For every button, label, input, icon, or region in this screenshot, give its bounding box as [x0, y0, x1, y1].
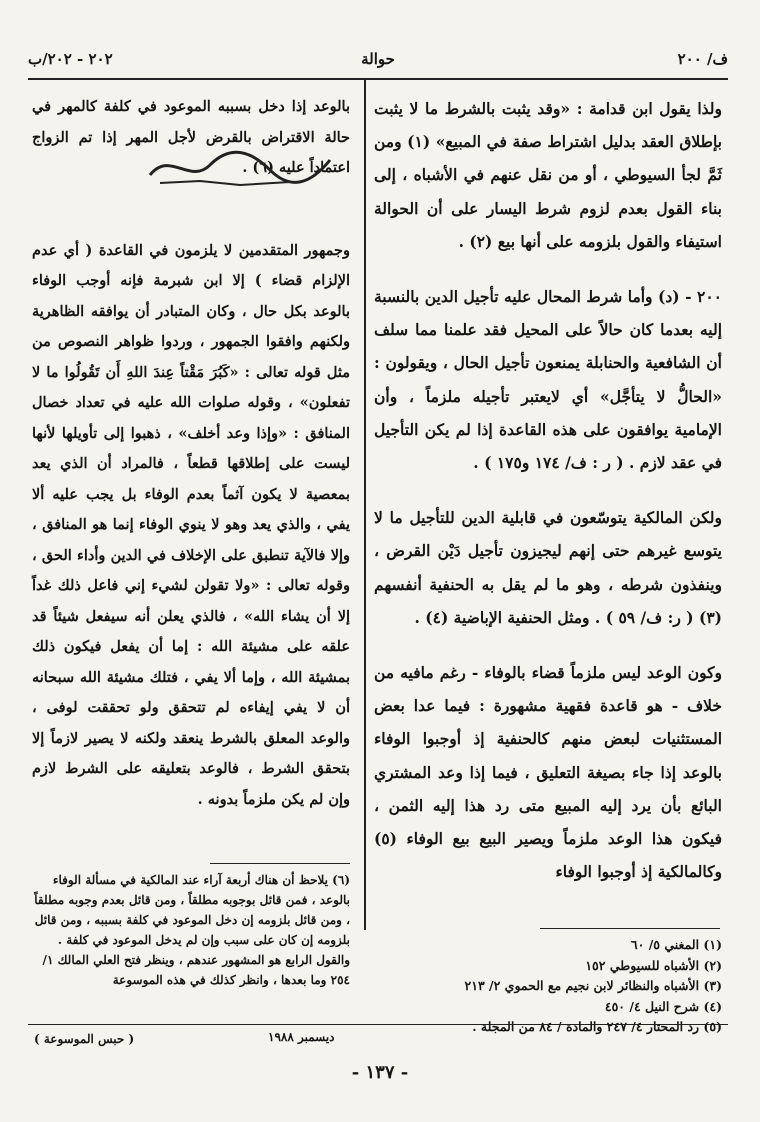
footnote-rule-right: [540, 928, 720, 929]
footnotes-left: [32, 870, 350, 990]
paragraph-malikiyya: ولكن المالكية يتوسّعون في قابلية الدين للتأجيل ما لا يتوسع غيرهم حتى إنهم ليجيزون تأجيل دَيْن القرض ، وينفذون شرطه ، وهو ما لم يقل به الحنفية أنفسهم (٣) ( ر: ف/ ٥٩ ) . ومثل الحنفية الإباضية (٤) .: [374, 508, 722, 627]
footnote-6: (٦) يلاحظ أن هناك أربعة آراء عند المالكية في مسألة الوفاء بالوعد ، فمن قائل بوجوبه مطلقاً ، ومن قائل بعدم وجوبه مطلقاً ، ومن قائل بلزومه إن دخل الموعود في كلفة بسببه ، ومن قائل بلزومه إن كان على سبب وإن لم يدخل الموعود في كلفة . والقول الرابع هو المشهور عندهم ، وينظر فتح العلي المالك ١/ ٢٥٤ وما بعدها ، وانظر كذلك في هذه الموسوعة: [34, 873, 350, 987]
paragraph-majority-view: وجمهور المتقدمين لا يلزمون في القاعدة ( أي عدم الإلزام قضاء ) إلا ابن شبرمة فإنه أوجب الوفاء بالوعد بكل حال ، وكان المتبادر أن يوافقه الظاهرية ولكنهم وافقوا الجمهور ، وردوا ظواهر النصوص من مثل قوله تعالى : «كَبُرَ مَقْتاً عِندَ اللهِ أَن تَقُولُوا ما لا تفعلون» ، وقوله صلوات الله عليه في تعداد خصال المنافق : «وإذا وعد أخلف» ، ذهبوا إلى تأويلها لأنها ليست على إطلاقها قطعاً ، فالمراد أن الذي يعد بمعصية لا يكون آثماً بعدم الوفاء بل يجب عليه ألا يفي ، والذي يعد وهو لا ينوي الوفاء إنما هو المنافق ، وإلا فالآية تنطبق على الإخلاف في الدين وأداء الحق ، وقوله تعالى : «ولا تقولن لشيء إني فاعل ذلك غداً إلا أن يشاء الله» ، فالذي يعلن أنه سيفعل شيئاً قد علقه على مشيئة الله : إما أن يفعل فيكون ذلك بمشيئة الله ، وإما ألا يفي ، فتلك مشيئة الله سبحانه أن لا يفي إيفاءه لم تتحقق ولو تحققت لوفى ، والوعد المعلق بالشرط ينعقد ولكنه لا يصير لازماً إلا بتحقق الشرط ، فالوعد بتعليقه على الشرط لازم وإن لم يكن ملزماً بدونه .: [32, 241, 350, 808]
paragraph-continuation: بالوعد إذا دخل بسببه الموعود في كلفة كالمهر في حالة الاقتراض بالقرض لأجل المهر إذا تم الزواج اعتماداً عليه (٦) .: [32, 98, 350, 176]
paragraph-promise-rule: وكون الوعد ليس ملزماً قضاء بالوفاء - رغم مافيه من خلاف - هو قاعدة فقهية مشهورة : فيما عدا بعض المستثنيات لبعض منهم كالحنفية إذ أوجبوا الوفاء بالوعد إذا جاء بصيغة التعليق ، فيما إذا وعد المشتري البائع بأن يرد إليه المبيع متى رد هذا إليه الثمن ، فيكون هذا الوعد ملزماً ويصير البيع بيع الوفاء (٥) وكالمالكية إذ أوجبوا الوفاء: [374, 663, 722, 882]
footnote-rule-left: [210, 863, 350, 864]
paragraph-200-d: ٢٠٠ - (د) وأما شرط المحال عليه تأجيل الدين بالنسبة إليه بعدما كان حالاً على المحيل فقد علمنا مما سلف أن الشافعية والحنابلة يمنعون تأجيل الحال ، ويقولون : «الحالُّ لا يتأجَّل» أي لايعتبر تأجيله ملزماً ، وأن الإمامية يوافقون على هذه القاعدة إذا لم يكن التأجيل في عقد لازم . ( ر : ف/ ١٧٤ و١٧٥ ) .: [374, 287, 722, 473]
page-number: - ١٣٧ -: [351, 1062, 409, 1083]
bottom-note-left: ( حبس الموسوعة ): [34, 1032, 135, 1046]
footnote-5: (٥) رد المحتار ٤/ ٢٤٧ والمادة / ٨٤ من المجلة .: [472, 1019, 722, 1034]
page-range: ٢٠٢ - ٢٠٢/ب: [28, 50, 113, 68]
page-header: [28, 46, 728, 76]
bottom-note-right: ديسمبر ١٩٨٨: [268, 1030, 335, 1044]
section-reference: ف/ ٢٠٠: [677, 50, 728, 68]
footnote-1: (١) المغني ٥/ ٦٠: [630, 937, 722, 952]
header-rule: [28, 78, 728, 80]
right-column: [374, 92, 722, 888]
footnote-3: (٣) الأشباه والنظائر لابن نجيم مع الحموي ٢/ ٢١٣: [464, 978, 722, 993]
bottom-rule: [28, 1024, 728, 1025]
footnotes-right: [374, 935, 722, 1038]
running-title: حوالة: [361, 50, 395, 68]
column-divider: [364, 80, 366, 930]
paragraph-ibn-qudama: ولذا يقول ابن قدامة : «وقد يثبت بالشرط ما لا يثبت بإطلاق العقد بدليل اشتراط صفة في المبيع» (١) ومن ثَمَّ لجأ السيوطي ، أو من نقل عنهم في الأشباه ، إلى بناء القول بعدم لزوم شرط اليسار على أن الحوالة استيفاء والقول بلزومه على أنها بيع (٢) .: [374, 99, 722, 251]
footnote-2: (٢) الأشباه للسيوطي ١٥٢: [585, 957, 722, 973]
left-column: [32, 92, 350, 815]
footnote-4: (٤) شرح النيل ٤/ ٤٥٠: [604, 998, 722, 1014]
